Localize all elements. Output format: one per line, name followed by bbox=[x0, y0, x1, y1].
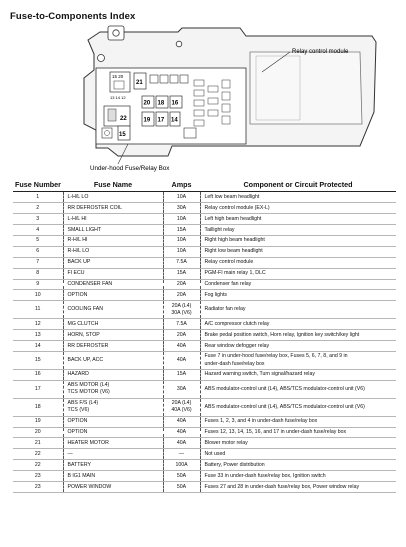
cell-name-line2: TCS (V6) bbox=[67, 407, 90, 414]
cell-component: Fuses 12, 13, 14, 15, 16, and 17 in under-dash fuse/relay box bbox=[200, 427, 396, 438]
cell-amps-line2: 30A (V6) bbox=[171, 309, 192, 316]
cell-number: 6 bbox=[13, 246, 63, 257]
cell-amps bbox=[163, 301, 200, 319]
cell-amps: 7.5A bbox=[163, 257, 200, 268]
cell-name: RR DEFROSTER bbox=[63, 341, 163, 352]
cell-component: Left low beam headlight bbox=[200, 192, 396, 203]
table-header-row bbox=[13, 180, 396, 192]
cell-amps: 40A bbox=[163, 438, 200, 449]
fuse-table-container bbox=[13, 180, 396, 493]
table-row bbox=[13, 398, 396, 416]
cell-name-line1: ABS F/S (L4) bbox=[67, 400, 99, 407]
table-row bbox=[13, 438, 396, 449]
cell-component: Fog lights bbox=[200, 290, 396, 301]
relay-module-callout: Relay control module bbox=[292, 49, 349, 55]
cell-number: 12 bbox=[13, 319, 63, 330]
table-row bbox=[13, 427, 396, 438]
cell-name: OPTION bbox=[63, 290, 163, 301]
cell-name: CONDENSER FAN bbox=[63, 279, 163, 290]
cell-number: 14 bbox=[13, 341, 63, 352]
cell-amps: 40A bbox=[163, 416, 200, 427]
cell-component: Rear window defogger relay bbox=[200, 341, 396, 352]
cell-number: 5 bbox=[13, 235, 63, 246]
cell-number: 1 bbox=[13, 192, 63, 203]
cell-name: OPTION bbox=[63, 416, 163, 427]
table-row bbox=[13, 225, 396, 236]
table-body bbox=[13, 192, 396, 493]
cell-number: 21 bbox=[13, 438, 63, 449]
cell-amps: 15A bbox=[163, 369, 200, 380]
cell-component: Taillight relay bbox=[200, 225, 396, 236]
table-row bbox=[13, 279, 396, 290]
fuse-label-20: 20 bbox=[143, 100, 151, 107]
cell-component: Left high beam headlight bbox=[200, 214, 396, 225]
cell-component: Fuses 27 and 28 in under-dash fuse/relay box, Power window relay bbox=[200, 482, 396, 493]
cell-number: 16 bbox=[13, 369, 63, 380]
fuse-box-diagram bbox=[0, 20, 406, 180]
cell-name: FI ECU bbox=[63, 268, 163, 279]
fuse-label-22: 22 bbox=[120, 116, 127, 122]
header-amps: Amps bbox=[163, 180, 200, 192]
cell-number: 22 bbox=[13, 460, 63, 471]
cell-component: Right high beam headlight bbox=[200, 235, 396, 246]
table-row bbox=[13, 380, 396, 398]
table-row bbox=[13, 192, 396, 203]
table-row bbox=[13, 235, 396, 246]
cell-number: 3 bbox=[13, 214, 63, 225]
cell-component: A/C compressor clutch relay bbox=[200, 319, 396, 330]
table-row bbox=[13, 482, 396, 493]
cell-component: Relay control module (EX-L) bbox=[200, 203, 396, 214]
cell-number: 20 bbox=[13, 427, 63, 438]
table-row bbox=[13, 214, 396, 225]
cell-amps: 15A bbox=[163, 225, 200, 236]
cell-amps: 10A bbox=[163, 192, 200, 203]
cell-amps: 40A bbox=[163, 427, 200, 438]
cell-name-line1: ABS MOTOR (L4) bbox=[67, 382, 110, 389]
fuse-label-14: 14 bbox=[171, 117, 178, 124]
cell-amps: 10A bbox=[163, 214, 200, 225]
cell-name bbox=[63, 398, 163, 416]
cell-number: 19 bbox=[13, 416, 63, 427]
cell-name: MG CLUTCH bbox=[63, 319, 163, 330]
cell-name: HAZARD bbox=[63, 369, 163, 380]
cell-amps: 20A bbox=[163, 290, 200, 301]
cell-component: ABS modulator-control unit (L4), ABS/TCS modulator-control unit (V6) bbox=[200, 398, 396, 416]
header-component: Component or Circuit Protected bbox=[200, 180, 396, 192]
cell-name: BATTERY bbox=[63, 460, 163, 471]
cell-component: ABS modulator-control unit (L4), ABS/TCS modulator-control unit (V6) bbox=[200, 380, 396, 398]
cell-name: RR DEFROSTER COIL bbox=[63, 203, 163, 214]
cell-number: 22 bbox=[13, 449, 63, 460]
table-row bbox=[13, 471, 396, 482]
fuse-label-21: 21 bbox=[136, 80, 143, 86]
cell-amps: 10A bbox=[163, 246, 200, 257]
diagram-caption: Under-hood Fuse/Relay Box bbox=[90, 165, 170, 172]
cell-number: 8 bbox=[13, 268, 63, 279]
cell-component: Brake pedal position switch, Horn relay, Ignition key switch/key light bbox=[200, 330, 396, 341]
cell-amps bbox=[163, 398, 200, 416]
table-row bbox=[13, 330, 396, 341]
cell-name: B IG1 MAIN bbox=[63, 471, 163, 482]
cell-component: Fuses 1, 2, 3, and 4 in under-dash fuse/relay box bbox=[200, 416, 396, 427]
table-row bbox=[13, 341, 396, 352]
cell-amps: 10A bbox=[163, 235, 200, 246]
cell-component: Fuse 33 in under-dash fuse/relay box, Ignition switch bbox=[200, 471, 396, 482]
cell-name: BACK UP bbox=[63, 257, 163, 268]
fuse-label-18: 18 bbox=[157, 100, 165, 107]
cell-name: HEATER MOTOR bbox=[63, 438, 163, 449]
cell-amps: 7.5A bbox=[163, 319, 200, 330]
cell-component: PGM-FI main relay 1, DLC bbox=[200, 268, 396, 279]
cell-number: 23 bbox=[13, 482, 63, 493]
cell-component: Blower motor relay bbox=[200, 438, 396, 449]
table-row bbox=[13, 301, 396, 319]
header-fuse-number: Fuse Number bbox=[13, 180, 63, 192]
cell-amps-line2: 40A (V6) bbox=[171, 407, 192, 414]
cell-name bbox=[63, 380, 163, 398]
cell-name: L-H/L HI bbox=[63, 214, 163, 225]
cell-amps: 30A bbox=[163, 203, 200, 214]
cell-name: OPTION bbox=[63, 427, 163, 438]
cell-name: SMALL LIGHT bbox=[63, 225, 163, 236]
table-row bbox=[13, 416, 396, 427]
header-fuse-name: Fuse Name bbox=[63, 180, 163, 192]
cell-number: 7 bbox=[13, 257, 63, 268]
cell-amps: 40A bbox=[163, 341, 200, 352]
cell-amps: 40A bbox=[163, 351, 200, 369]
fuse-box-illustration bbox=[0, 20, 406, 180]
fuse-label-15: 15 bbox=[119, 132, 126, 138]
table-row bbox=[13, 257, 396, 268]
cell-number: 23 bbox=[13, 471, 63, 482]
cell-name: HORN, STOP bbox=[63, 330, 163, 341]
fuse-table bbox=[13, 180, 396, 493]
table-row bbox=[13, 203, 396, 214]
fuse-label-16: 16 bbox=[171, 100, 179, 107]
cell-amps: 100A bbox=[163, 460, 200, 471]
cell-number: 17 bbox=[13, 380, 63, 398]
cell-component: Relay control module bbox=[200, 257, 396, 268]
cell-name: BACK UP, ACC bbox=[63, 351, 163, 369]
cell-amps: 50A bbox=[163, 482, 200, 493]
cell-component-line1: Fuse 7 in under-hood fuse/relay box, Fuses 5, 6, 7, 8, and 9 in bbox=[204, 353, 348, 360]
cell-amps: 20A bbox=[163, 330, 200, 341]
fuse-label-17: 17 bbox=[157, 117, 165, 124]
cell-component: Not used bbox=[200, 449, 396, 460]
cell-amps: 30A bbox=[163, 380, 200, 398]
table-row bbox=[13, 369, 396, 380]
cell-name-line2: TCS MOTOR (V6) bbox=[67, 389, 110, 396]
table-row bbox=[13, 351, 396, 369]
cell-number: 11 bbox=[13, 301, 63, 319]
table-row bbox=[13, 290, 396, 301]
cell-amps-line1: 20A (L4) bbox=[171, 400, 192, 407]
cell-component: Condenser fan relay bbox=[200, 279, 396, 290]
table-row bbox=[13, 319, 396, 330]
table-row bbox=[13, 460, 396, 471]
cell-component-line2: under-dash fuse/relay box bbox=[204, 360, 265, 367]
table-row bbox=[13, 449, 396, 460]
cell-component: Hazard warning switch, Turn signal/hazard relay bbox=[200, 369, 396, 380]
cell-number: 2 bbox=[13, 203, 63, 214]
cell-name: L-H/L LO bbox=[63, 192, 163, 203]
cell-amps: 50A bbox=[163, 471, 200, 482]
fuse-label-top-left: 15 20 bbox=[112, 74, 124, 79]
cell-amps: 15A bbox=[163, 268, 200, 279]
cell-name: POWER WINDOW bbox=[63, 482, 163, 493]
cell-component bbox=[200, 351, 396, 369]
fuse-label-top-left-sub: 13 14 12 bbox=[110, 95, 126, 100]
cell-component: Radiator fan relay bbox=[200, 301, 396, 319]
cell-number: 18 bbox=[13, 398, 63, 416]
cell-amps: — bbox=[163, 449, 200, 460]
cell-number: 15 bbox=[13, 351, 63, 369]
cell-name: R-H/L HI bbox=[63, 235, 163, 246]
table-row bbox=[13, 246, 396, 257]
page-title: Fuse-to-Components Index bbox=[10, 11, 136, 22]
cell-component: Battery, Power distribution bbox=[200, 460, 396, 471]
cell-amps: 20A bbox=[163, 279, 200, 290]
cell-name: — bbox=[63, 449, 163, 460]
cell-number: 10 bbox=[13, 290, 63, 301]
cell-name: R-H/L LO bbox=[63, 246, 163, 257]
cell-number: 4 bbox=[13, 225, 63, 236]
table-row bbox=[13, 268, 396, 279]
cell-amps-line1: 20A (L4) bbox=[171, 302, 192, 309]
cell-name: COOLING FAN bbox=[63, 301, 163, 319]
fuse-label-19: 19 bbox=[143, 117, 151, 124]
cell-component: Right low beam headlight bbox=[200, 246, 396, 257]
cell-number: 13 bbox=[13, 330, 63, 341]
cell-number: 9 bbox=[13, 279, 63, 290]
